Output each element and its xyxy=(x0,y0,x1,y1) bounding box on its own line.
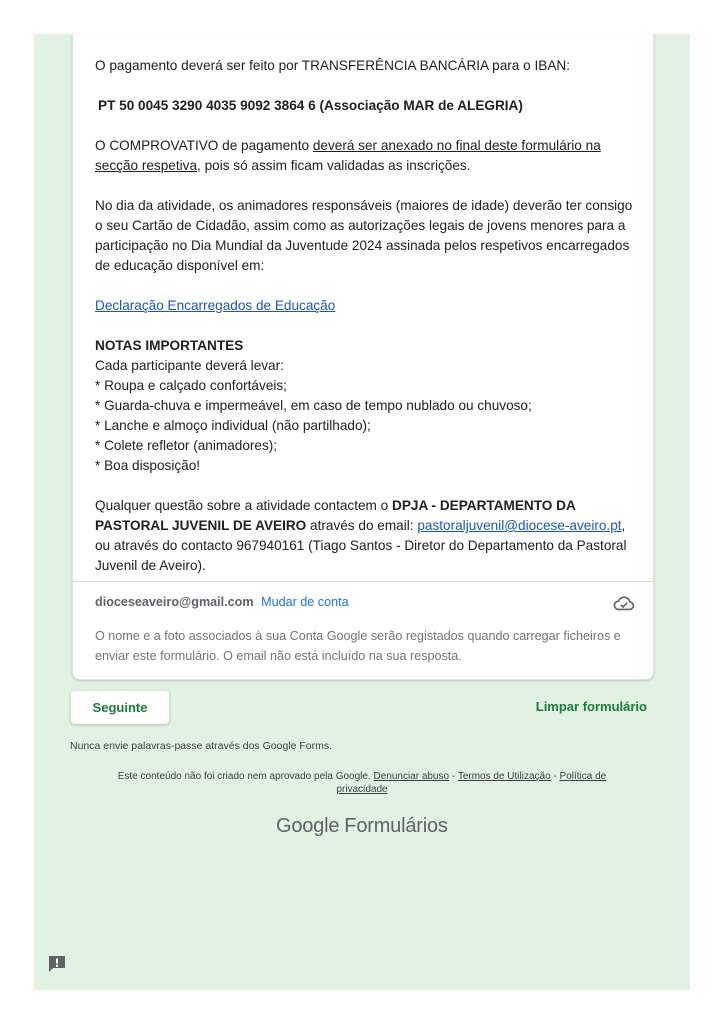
report-abuse-link[interactable]: Denunciar abuso xyxy=(373,771,450,782)
notes-item: * Boa disposição! xyxy=(95,458,201,473)
notes-item: * Guarda-chuva e impermeável, em caso de tempo nublado ou chuvoso; xyxy=(95,398,532,413)
declaration-link[interactable]: Declaração Encarregados de Educação xyxy=(95,298,336,313)
department-name: DPJA - DEPARTAMENTO DA PASTORAL JUVENIL DE AVEIRO xyxy=(95,498,576,533)
footer-disclaimer xyxy=(92,770,632,796)
switch-account-link[interactable]: Mudar de conta xyxy=(261,595,349,609)
account-email: dioceseaveiro@gmail.com xyxy=(95,595,254,609)
notes-item: * Roupa e calçado confortáveis; xyxy=(95,378,287,393)
notes-intro: Cada participante deverá levar: xyxy=(95,358,284,373)
receipt-underlined-text: deverá ser anexado no final deste formulário na secção respetiva xyxy=(95,138,601,173)
footer-separator: - xyxy=(550,771,560,782)
privacy-link[interactable]: Política de privacidade xyxy=(336,771,607,795)
contact-text-start: Qualquer questão sobre a atividade contactem o xyxy=(95,498,392,513)
contact-paragraph xyxy=(95,496,635,576)
payment-instruction: O pagamento deverá ser feito por TRANSFERÊNCIA BANCÁRIA para o IBAN: xyxy=(95,58,570,73)
receipt-paragraph xyxy=(95,136,635,176)
account-row xyxy=(95,591,635,613)
footer-separator: - xyxy=(449,771,458,782)
google-forms-logo[interactable] xyxy=(276,815,448,838)
account-notice: O nome e a foto associados à sua Conta Google serão registados quando carregar ficheiros e enviar este formulário. O email não está incluído na sua resposta. xyxy=(95,629,621,663)
iban-text: PT 50 0045 3290 4035 9092 3864 6 (Associação MAR de ALEGRIA) xyxy=(98,98,523,113)
clear-form-button[interactable]: Limpar formulário xyxy=(535,699,647,714)
report-feedback-icon[interactable] xyxy=(47,954,67,974)
contact-text-mid: através do email: xyxy=(306,518,418,533)
notes-title: NOTAS IMPORTANTES xyxy=(95,338,244,353)
account-divider xyxy=(73,581,653,582)
notes-item: * Lanche e almoço individual (não partilhado); xyxy=(95,418,371,433)
logo-google-text: Google xyxy=(276,815,340,837)
receipt-text-end: , pois só assim ficam validadas as inscrições. xyxy=(197,158,471,173)
logo-forms-text: Formulários xyxy=(344,815,448,837)
terms-link[interactable]: Termos de Utilização xyxy=(457,771,551,782)
section-description xyxy=(95,56,635,576)
contact-text-end: , ou através do contacto 967940161 (Tiago Santos - Diretor do Departamento da Pastoral Juvenil de Aveiro). xyxy=(95,518,627,573)
cloud-check-icon[interactable] xyxy=(613,594,635,612)
disclaimer-text: Este conteúdo não foi criado nem aprovado pela Google. xyxy=(117,771,371,782)
password-warning: Nunca envie palavras-passe através dos Google Forms. xyxy=(70,740,333,752)
notes-item: * Colete refletor (animadores); xyxy=(95,438,278,453)
activity-day-paragraph: No dia da atividade, os animadores responsáveis (maiores de idade) deverão ter consigo o seu Cartão de Cidadão, assim como as autorizações legais de jovens menores para a participação no Dia Mundial da Juventude 2024 assinada pelos respetivos encarregados de educação disponível em: xyxy=(95,198,633,273)
receipt-text-start: O COMPROVATIVO de pagamento xyxy=(95,138,313,153)
form-section-card xyxy=(72,34,654,680)
contact-email-link[interactable]: pastoraljuvenil@diocese-aveiro.pt xyxy=(417,518,622,533)
next-button[interactable]: Seguinte xyxy=(71,691,169,724)
